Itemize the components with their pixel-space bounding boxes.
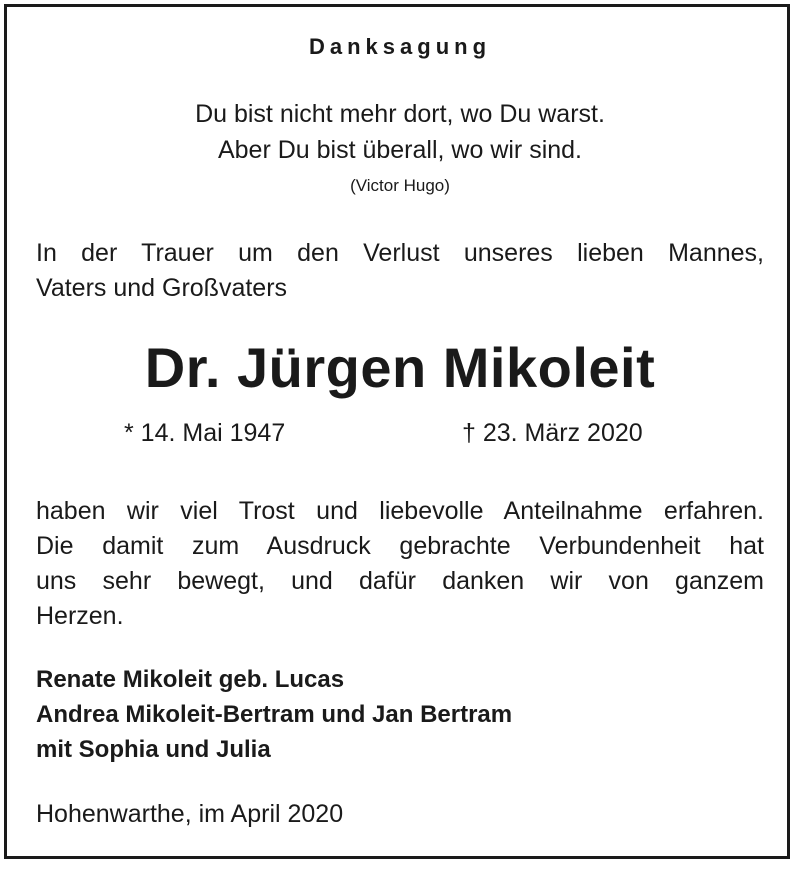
place-and-date: Hohenwarthe, im April 2020 <box>36 800 344 828</box>
quote-line-1: Du bist nicht mehr dort, wo Du warst. <box>195 100 605 128</box>
intro-line-2: Vaters und Großvaters <box>36 274 288 302</box>
signature-line: Renate Mikoleit geb. Lucas <box>36 666 345 693</box>
body-line-4: Herzen. <box>36 602 124 630</box>
death-date: † 23. März 2020 <box>462 419 643 447</box>
quote-line-2: Aber Du bist überall, wo wir sind. <box>217 136 583 164</box>
deceased-name: Dr. Jürgen Mikoleit <box>144 336 656 399</box>
signature-line: mit Sophia und Julia <box>36 736 271 763</box>
body-line-1: haben wir viel Trost und liebevolle Anteilnahme erfahren. <box>36 497 764 525</box>
quote-author: (Victor Hugo) <box>350 176 450 195</box>
notice-border <box>4 4 790 859</box>
notice-heading: Danksagung <box>308 34 492 59</box>
signature-line: Andrea Mikoleit-Bertram und Jan Bertram <box>36 701 513 728</box>
body-line-3: uns sehr bewegt, und dafür danken wir von ganzem <box>36 567 764 595</box>
intro-line-1: In der Trauer um den Verlust unseres lieben Mannes, <box>36 239 764 267</box>
body-line-2: Die damit zum Ausdruck gebrachte Verbundenheit hat <box>36 532 764 560</box>
birth-date: * 14. Mai 1947 <box>124 419 286 447</box>
